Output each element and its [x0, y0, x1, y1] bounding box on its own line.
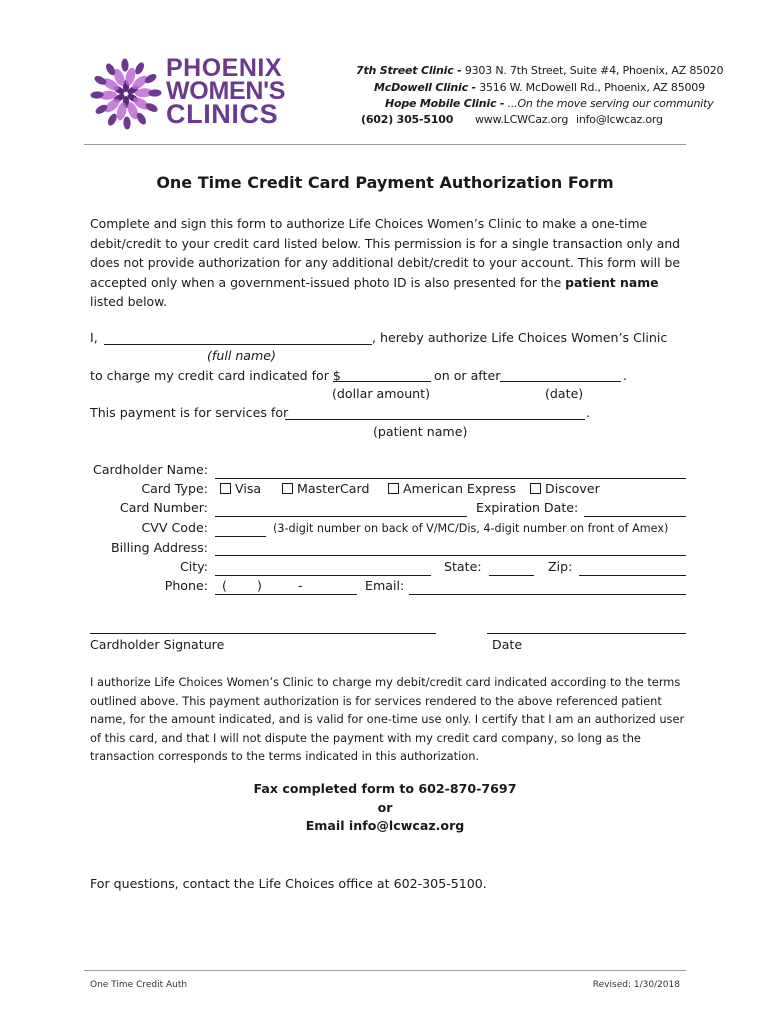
signature-date-label: Date: [492, 637, 523, 652]
footer-left: One Time Credit Auth: [90, 980, 188, 990]
header-divider: [84, 144, 686, 145]
clinic-address-1: [356, 64, 723, 77]
city-label: City:: [179, 559, 208, 574]
footer-divider: [84, 970, 686, 971]
zip-field[interactable]: [579, 575, 686, 576]
dollar-amount-field[interactable]: [333, 381, 431, 382]
charge-text: to charge my credit card indicated for $: [90, 368, 341, 383]
card-type-visa[interactable]: [220, 481, 261, 496]
card-type-discover[interactable]: [530, 481, 600, 496]
logo-petal: [133, 61, 145, 76]
phone-open-paren: (: [222, 578, 227, 593]
cvv-note: (3-digit number on back of V/MC/Dis, 4-digit number on front of Amex): [273, 522, 669, 535]
state-field[interactable]: [489, 575, 534, 576]
card-number-label: Card Number:: [119, 500, 208, 515]
brand-line-1: PHOENIX: [166, 54, 283, 82]
state-label: State:: [444, 559, 482, 574]
email-label: Email:: [365, 578, 405, 593]
cvv-field[interactable]: [215, 536, 266, 537]
mastercard-label: MasterCard: [297, 481, 370, 496]
brand-line-3: CLINICS: [166, 99, 279, 129]
cvv-label: CVV Code:: [141, 520, 208, 535]
cardholder-name-label: Cardholder Name:: [93, 462, 208, 477]
intro-text: Complete and sign this form to authorize Life Choices Women’s Clinic to make a one-time debit/credit to your credit card listed below. This permission is for a single transaction only and does not provide authorization for any additional debit/credit to your account. This form will be accepted only when a government-issued photo ID is also presented for the: [90, 216, 681, 290]
or-line: or: [377, 800, 393, 815]
billing-address-field[interactable]: [215, 555, 686, 556]
clinic-logo: [88, 54, 286, 129]
patient-caption: (patient name): [373, 424, 468, 439]
visa-checkbox[interactable]: [220, 483, 231, 494]
auth-i: I,: [90, 330, 98, 345]
flower-logo-icon: [88, 56, 164, 132]
on-or-after-text: on or after: [434, 368, 501, 383]
header-phone: (602) 305-5100: [361, 113, 454, 126]
form-title: One Time Credit Card Payment Authorization Form: [156, 173, 614, 192]
card-type-label: Card Type:: [141, 481, 208, 496]
amex-label: American Express: [403, 481, 517, 496]
clinic-1-name: 7th Street Clinic -: [356, 64, 462, 77]
phone-field[interactable]: [215, 594, 357, 595]
logo-petal: [121, 58, 129, 71]
clinic-1-address: 9303 N. 7th Street, Suite #4, Phoenix, AZ 85020: [464, 64, 724, 77]
mastercard-checkbox[interactable]: [282, 483, 293, 494]
visa-label: Visa: [235, 481, 262, 496]
full-name-field[interactable]: [104, 344, 372, 345]
phone-close-paren: ): [257, 578, 262, 593]
dollar-caption: (dollar amount): [332, 386, 431, 401]
header-email[interactable]: info@lcwcaz.org: [576, 113, 663, 126]
amex-checkbox[interactable]: [388, 483, 399, 494]
clinic-3-name: Hope Mobile Clinic -: [385, 97, 505, 110]
intro-bold: patient name: [565, 274, 659, 290]
patient-name-field[interactable]: [285, 419, 585, 420]
services-text: This payment is for services for: [90, 405, 289, 420]
logo-petal: [123, 116, 131, 129]
clinic-2-name: McDowell Clinic -: [374, 81, 476, 94]
intro-paragraph: [90, 214, 684, 312]
fax-line: Fax completed form to 602-870-7697: [253, 781, 517, 796]
intro-end: listed below.: [90, 294, 168, 309]
signature-date-line[interactable]: [487, 633, 686, 634]
expiration-label: Expiration Date:: [476, 500, 579, 515]
cardholder-name-field[interactable]: [215, 478, 686, 479]
full-name-caption: (full name): [207, 348, 276, 363]
email-field[interactable]: [409, 594, 686, 595]
card-type-mastercard[interactable]: [282, 481, 369, 496]
discover-label: Discover: [545, 481, 600, 496]
clinic-address-2: [374, 81, 705, 94]
questions-line: For questions, contact the Life Choices office at 602-305-5100.: [90, 876, 487, 891]
city-field[interactable]: [215, 575, 431, 576]
expiration-field[interactable]: [584, 516, 686, 517]
date-caption: (date): [545, 386, 584, 401]
services-period: .: [586, 405, 591, 420]
clinic-3-note: ...On the move serving our community: [507, 97, 714, 110]
logo-petal: [106, 112, 118, 127]
zip-label: Zip:: [548, 559, 573, 574]
auth-hereby: , hereby authorize Life Choices Women’s Clinic: [372, 330, 668, 345]
phone-label: Phone:: [164, 578, 208, 593]
signature-line[interactable]: [90, 633, 436, 634]
footer-right: Revised: 1/30/2018: [592, 980, 680, 990]
signature-label: Cardholder Signature: [90, 637, 225, 652]
card-number-field[interactable]: [215, 516, 467, 517]
phone-dash: -: [298, 578, 303, 593]
charge-period: .: [623, 368, 628, 383]
clinic-address-3: [385, 97, 714, 110]
billing-address-label: Billing Address:: [110, 540, 208, 555]
auth-date-field[interactable]: [500, 381, 621, 382]
email-instruction: Email info@lcwcaz.org: [305, 818, 465, 833]
brand-line-2: WOMEN'S: [166, 77, 286, 105]
card-type-amex[interactable]: [388, 481, 516, 496]
discover-checkbox[interactable]: [530, 483, 541, 494]
clinic-2-address: 3516 W. McDowell Rd., Phoenix, AZ 85009: [479, 81, 705, 94]
legal-paragraph: I authorize Life Choices Women’s Clinic to charge my debit/credit card indicated according to the terms outlined above. This payment authorization is for services rendered to the above referenced patient name, for the amount indicated, and is valid for one-time use only. I certify that I am an authorized user of this card, and that I will not dispute the payment with my credit card company, so long as the transaction corresponds to the terms indicated in this authorization.: [90, 675, 685, 764]
header-website[interactable]: www.LCWCaz.org: [475, 113, 569, 126]
